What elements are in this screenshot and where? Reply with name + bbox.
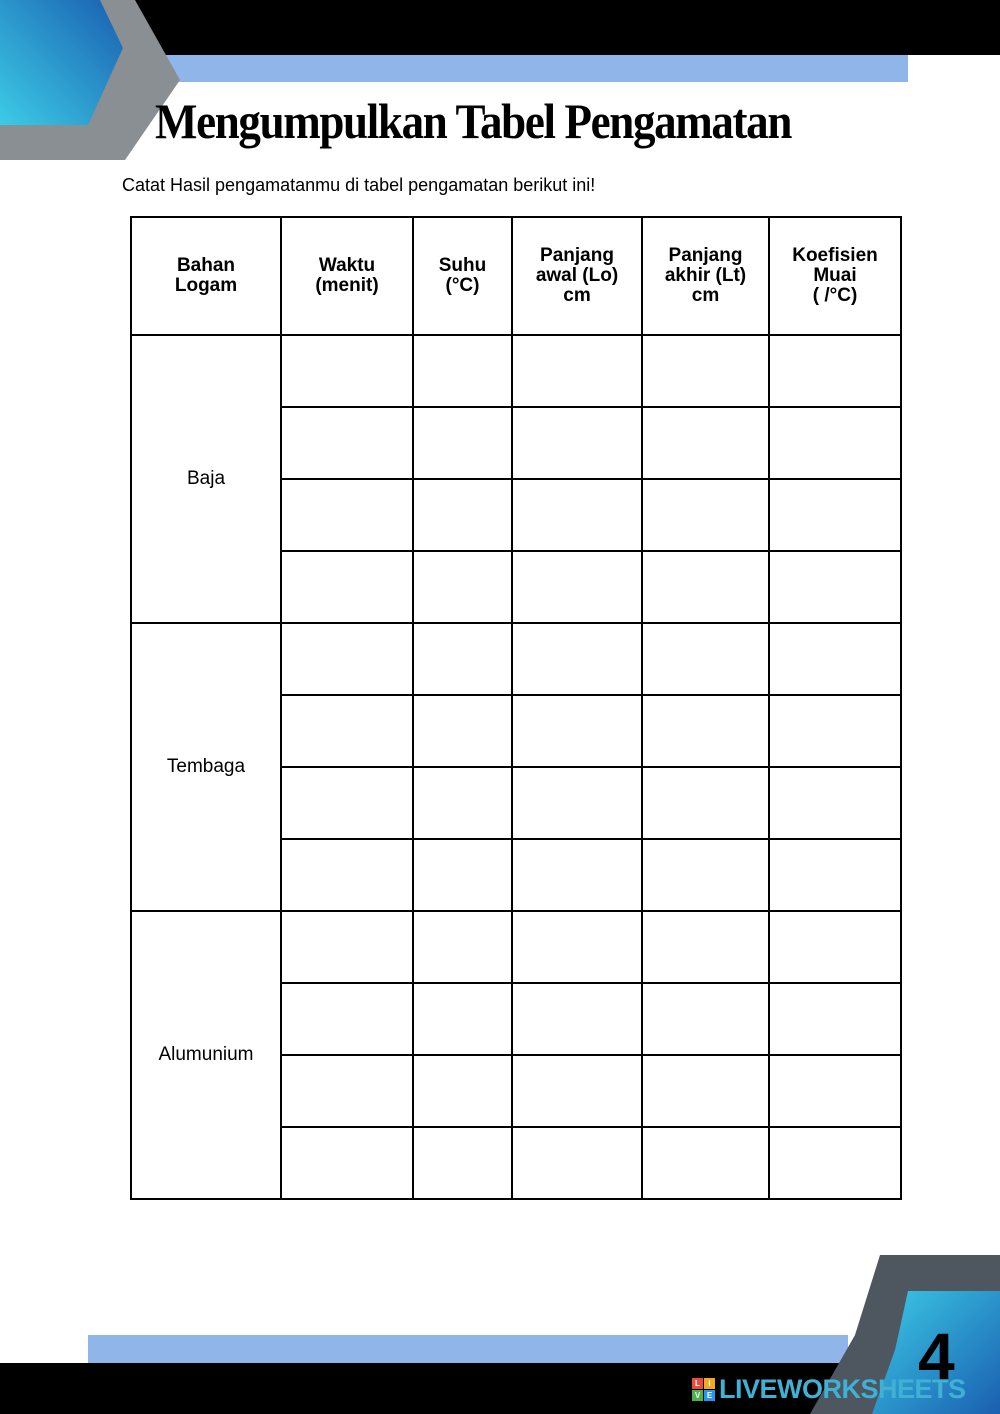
answer-cell[interactable] — [642, 983, 769, 1055]
answer-cell[interactable] — [512, 551, 642, 623]
answer-cell[interactable] — [413, 767, 512, 839]
answer-cell[interactable] — [512, 623, 642, 695]
answer-cell[interactable] — [769, 335, 901, 407]
column-header-line: Logam — [174, 275, 238, 296]
answer-cell[interactable] — [769, 767, 901, 839]
answer-cell[interactable] — [281, 767, 413, 839]
liveworksheets-logo-icon — [692, 1378, 715, 1401]
answer-cell[interactable] — [769, 983, 901, 1055]
answer-cell[interactable] — [512, 839, 642, 911]
answer-cell[interactable] — [281, 695, 413, 767]
column-header-line: (menit) — [315, 275, 379, 296]
answer-cell[interactable] — [769, 695, 901, 767]
answer-cell[interactable] — [512, 767, 642, 839]
answer-cell[interactable] — [281, 983, 413, 1055]
logo-letter: E — [704, 1390, 715, 1401]
column-header — [281, 217, 413, 335]
answer-cell[interactable] — [413, 335, 512, 407]
answer-cell[interactable] — [413, 623, 512, 695]
answer-cell[interactable] — [642, 1055, 769, 1127]
answer-cell[interactable] — [512, 1055, 642, 1127]
table-row — [131, 335, 901, 407]
material-cell: Tembaga — [131, 623, 281, 911]
table-row — [131, 623, 901, 695]
answer-cell[interactable] — [281, 1055, 413, 1127]
answer-cell[interactable] — [413, 407, 512, 479]
column-header-line: Panjang — [668, 245, 743, 266]
column-header-line: cm — [691, 285, 720, 306]
observation-table — [130, 216, 902, 1200]
top-accent-stripe — [150, 55, 908, 82]
column-header-line: akhir (Lt) — [664, 265, 747, 286]
column-header-line: ( /°C) — [812, 285, 858, 306]
answer-cell[interactable] — [512, 479, 642, 551]
table-row — [131, 911, 901, 983]
column-header-line: cm — [563, 285, 591, 306]
bottom-accent-stripe — [88, 1335, 848, 1363]
answer-cell[interactable] — [281, 407, 413, 479]
answer-cell[interactable] — [512, 695, 642, 767]
answer-cell[interactable] — [642, 1127, 769, 1199]
answer-cell[interactable] — [769, 1127, 901, 1199]
column-header — [769, 217, 901, 335]
answer-cell[interactable] — [413, 551, 512, 623]
answer-cell[interactable] — [413, 839, 512, 911]
material-cell: Baja — [131, 335, 281, 623]
answer-cell[interactable] — [769, 1055, 901, 1127]
answer-cell[interactable] — [769, 839, 901, 911]
answer-cell[interactable] — [413, 1055, 512, 1127]
answer-cell[interactable] — [642, 767, 769, 839]
answer-cell[interactable] — [512, 983, 642, 1055]
page-title: Mengumpulkan Tabel Pengamatan — [155, 93, 792, 149]
answer-cell[interactable] — [413, 695, 512, 767]
material-cell: Alumunium — [131, 911, 281, 1199]
answer-cell[interactable] — [281, 839, 413, 911]
instruction-text: Catat Hasil pengamatanmu di tabel pengamatan berikut ini! — [122, 175, 596, 195]
answer-cell[interactable] — [642, 407, 769, 479]
liveworksheets-wordmark: LIVEWORKSHEETS — [719, 1374, 966, 1404]
answer-cell[interactable] — [413, 911, 512, 983]
answer-cell[interactable] — [413, 1127, 512, 1199]
answer-cell[interactable] — [642, 335, 769, 407]
answer-cell[interactable] — [281, 335, 413, 407]
logo-letter: L — [692, 1378, 703, 1389]
answer-cell[interactable] — [642, 551, 769, 623]
liveworksheets-brand — [692, 1374, 966, 1405]
table-header-row — [131, 217, 901, 335]
answer-cell[interactable] — [769, 479, 901, 551]
logo-letter: V — [692, 1390, 703, 1401]
column-header — [413, 217, 512, 335]
column-header — [131, 217, 281, 335]
column-header-line: Suhu — [438, 255, 487, 276]
answer-cell[interactable] — [769, 551, 901, 623]
column-header — [642, 217, 769, 335]
column-header-line: awal (Lo) — [535, 265, 619, 286]
answer-cell[interactable] — [512, 1127, 642, 1199]
column-header-line: Bahan — [176, 255, 236, 276]
answer-cell[interactable] — [642, 623, 769, 695]
answer-cell[interactable] — [642, 911, 769, 983]
column-header-line: Waktu — [318, 255, 376, 276]
answer-cell[interactable] — [769, 623, 901, 695]
column-header — [512, 217, 642, 335]
answer-cell[interactable] — [413, 983, 512, 1055]
answer-cell[interactable] — [512, 911, 642, 983]
answer-cell[interactable] — [281, 911, 413, 983]
answer-cell[interactable] — [642, 839, 769, 911]
column-header-line: (°C) — [445, 275, 480, 296]
column-header-line: Koefisien — [792, 245, 878, 266]
answer-cell[interactable] — [281, 551, 413, 623]
logo-letter: I — [704, 1378, 715, 1389]
answer-cell[interactable] — [281, 623, 413, 695]
column-header-line: Panjang — [540, 245, 614, 266]
answer-cell[interactable] — [512, 407, 642, 479]
column-header-line: Muai — [813, 265, 857, 286]
answer-cell[interactable] — [281, 1127, 413, 1199]
answer-cell[interactable] — [642, 695, 769, 767]
answer-cell[interactable] — [413, 479, 512, 551]
answer-cell[interactable] — [642, 479, 769, 551]
answer-cell[interactable] — [512, 335, 642, 407]
answer-cell[interactable] — [281, 479, 413, 551]
answer-cell[interactable] — [769, 407, 901, 479]
page-number: 4 — [918, 1319, 955, 1393]
answer-cell[interactable] — [769, 911, 901, 983]
